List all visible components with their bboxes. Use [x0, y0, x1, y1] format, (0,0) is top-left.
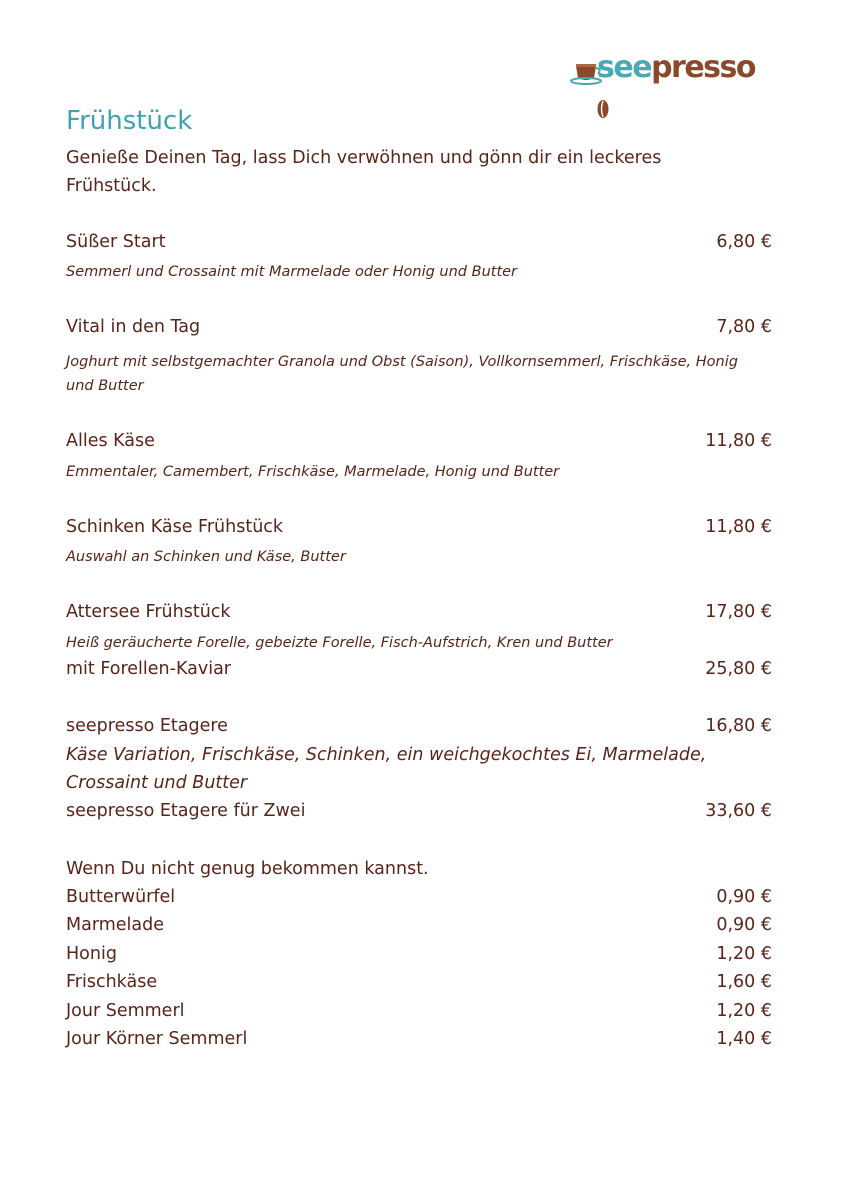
item-price: 11,80 € — [705, 517, 772, 537]
item-price: 17,80 € — [705, 602, 772, 622]
extra-price: 1,60 € — [716, 972, 772, 992]
variant-name: mit Forellen-Kaviar — [66, 659, 231, 679]
intro-text: Genieße Deinen Tag, lass Dich verwöhnen und gönn dir ein leckeres Frühstück. — [66, 148, 662, 196]
item-description: Käse Variation, Frischkäse, Schinken, ein weichgekochtes Ei, Marmelade, Crossaint und Butter — [66, 745, 707, 793]
extra-name: Marmelade — [66, 915, 164, 935]
item-description: Joghurt mit selbstgemachter Granola und Obst (Saison), Vollkornsemmerl, Frischkäse, Honig und Butter — [66, 354, 738, 394]
extra-price: 1,20 € — [716, 1001, 772, 1021]
extra-name: Honig — [66, 944, 117, 964]
item-name: seepresso Etagere — [66, 716, 228, 736]
brand-wordmark — [597, 48, 755, 128]
item-name: Schinken Käse Frühstück — [66, 517, 284, 537]
extras-item — [66, 940, 772, 968]
menu-item-variant — [66, 655, 772, 683]
menu-item — [66, 513, 772, 541]
item-description: Auswahl an Schinken und Käse, Butter — [66, 549, 346, 565]
coffee-bean-icon — [597, 99, 609, 119]
extras-heading: Wenn Du nicht genug bekommen kannst. — [66, 859, 429, 879]
extras-item — [66, 968, 772, 996]
menu-item-variant — [66, 797, 772, 825]
item-name: Attersee Frühstück — [66, 602, 231, 622]
extra-price: 1,20 € — [716, 944, 772, 964]
item-name: Vital in den Tag — [66, 317, 201, 337]
extras-item — [66, 883, 772, 911]
extras-item — [66, 997, 772, 1025]
item-price: 16,80 € — [705, 716, 772, 736]
variant-price: 25,80 € — [705, 659, 772, 679]
item-name: Alles Käse — [66, 431, 155, 451]
item-description: Emmentaler, Camembert, Frischkäse, Marmelade, Honig und Butter — [66, 464, 560, 480]
menu-item — [66, 598, 772, 626]
extras-item — [66, 1025, 772, 1053]
variant-price: 33,60 € — [705, 801, 772, 821]
extra-price: 0,90 € — [716, 887, 772, 907]
seepresso-logo — [570, 48, 756, 92]
brand-presso: presso — [651, 50, 756, 85]
extras-item — [66, 911, 772, 939]
brand-see: see — [597, 50, 652, 85]
item-name: Süßer Start — [66, 232, 166, 252]
extra-price: 1,40 € — [716, 1029, 772, 1049]
extra-name: Jour Körner Semmerl — [66, 1029, 248, 1049]
extra-price: 0,90 € — [716, 915, 772, 935]
item-price: 11,80 € — [705, 431, 772, 451]
menu-item — [66, 313, 772, 341]
extra-name: Butterwürfel — [66, 887, 176, 907]
item-description: Semmerl und Crossaint mit Marmelade oder Honig und Butter — [66, 264, 518, 280]
item-price: 6,80 € — [716, 232, 772, 252]
extra-name: Jour Semmerl — [66, 1001, 185, 1021]
item-description: Heiß geräucherte Forelle, gebeizte Forelle, Fisch-Aufstrich, Kren und Butter — [66, 635, 613, 651]
variant-name: seepresso Etagere für Zwei — [66, 801, 306, 821]
menu-item — [66, 228, 772, 256]
menu-item — [66, 712, 772, 740]
page-title: Frühstück — [66, 106, 193, 136]
extra-name: Frischkäse — [66, 972, 158, 992]
item-price: 7,80 € — [716, 317, 772, 337]
menu-item — [66, 427, 772, 455]
